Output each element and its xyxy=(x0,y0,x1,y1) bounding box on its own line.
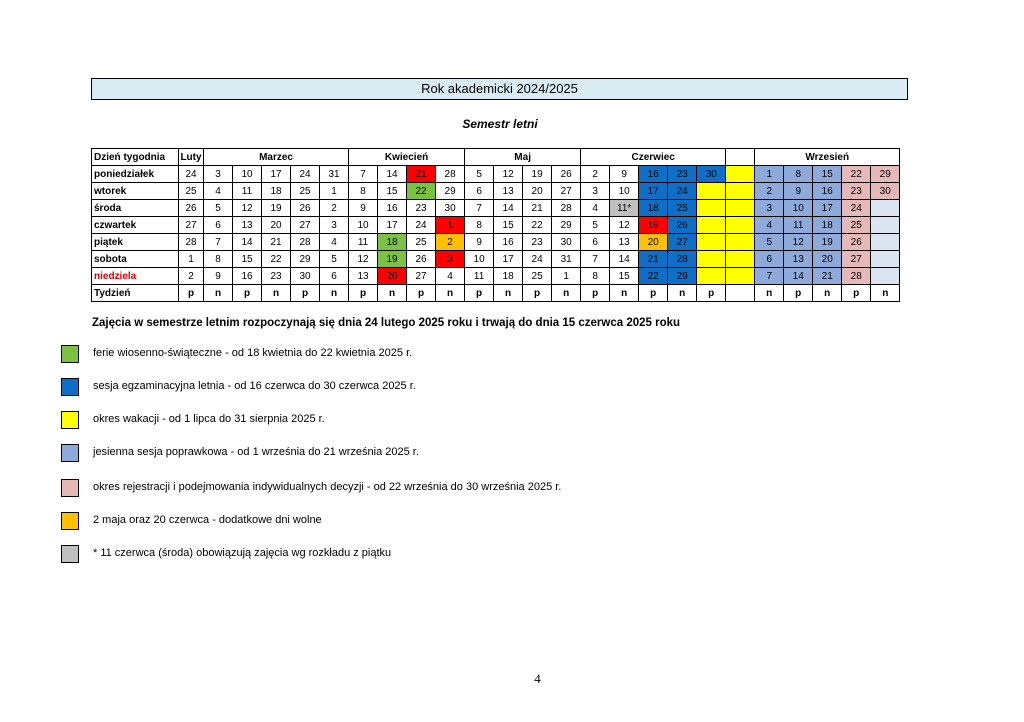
date-cell: 11 xyxy=(349,234,378,251)
date-cell: 8 xyxy=(581,268,610,285)
date-cell: 30 xyxy=(697,166,726,183)
week-type-cell: n xyxy=(378,285,407,302)
date-cell: 2 xyxy=(755,183,784,200)
legend-text: 2 maja oraz 20 czerwca - dodatkowe dni wolne xyxy=(93,514,322,526)
semester-subtitle: Semestr letni xyxy=(462,117,538,131)
date-cell: 5 xyxy=(204,200,233,217)
date-cell: 9 xyxy=(784,183,813,200)
date-cell: 12 xyxy=(349,251,378,268)
date-cell: 10 xyxy=(610,183,639,200)
date-cell: 10 xyxy=(784,200,813,217)
legend-text: okres rejestracji i podejmowania indywidualnych decyzji - od 22 września do 30 września 2025 r. xyxy=(93,481,562,493)
date-cell: 18 xyxy=(813,217,842,234)
date-cell xyxy=(697,200,726,217)
date-cell: 14 xyxy=(610,251,639,268)
date-cell: 25 xyxy=(407,234,436,251)
date-cell: 16 xyxy=(494,234,523,251)
date-cell: 28 xyxy=(179,234,204,251)
date-cell: 14 xyxy=(784,268,813,285)
date-cell: 27 xyxy=(552,183,581,200)
page-number: 4 xyxy=(534,671,541,686)
legend-item xyxy=(61,345,761,363)
date-cell: 21 xyxy=(523,200,552,217)
date-cell: 13 xyxy=(494,183,523,200)
date-cell: 12 xyxy=(784,234,813,251)
date-cell: 4 xyxy=(204,183,233,200)
date-cell: 18 xyxy=(378,234,407,251)
date-cell xyxy=(871,200,900,217)
date-cell: 23 xyxy=(523,234,552,251)
date-cell: 23 xyxy=(407,200,436,217)
date-cell xyxy=(871,251,900,268)
month-header: Kwiecień xyxy=(349,149,465,166)
date-cell: 22 xyxy=(262,251,291,268)
date-cell: 6 xyxy=(755,251,784,268)
date-cell: 17 xyxy=(378,217,407,234)
date-cell: 14 xyxy=(233,234,262,251)
day-label: czwartek xyxy=(92,217,179,234)
date-cell: 7 xyxy=(465,200,494,217)
date-cell: 23 xyxy=(842,183,871,200)
date-cell: 30 xyxy=(552,234,581,251)
date-cell xyxy=(726,268,755,285)
date-cell: 30 xyxy=(871,183,900,200)
date-cell: 1 xyxy=(436,217,465,234)
week-type-cell xyxy=(726,285,755,302)
date-cell: 23 xyxy=(262,268,291,285)
date-cell: 15 xyxy=(378,183,407,200)
date-cell: 20 xyxy=(523,183,552,200)
week-type-cell: n xyxy=(668,285,697,302)
date-cell: 3 xyxy=(581,183,610,200)
date-cell: 25 xyxy=(842,217,871,234)
date-cell: 22 xyxy=(407,183,436,200)
date-cell: 24 xyxy=(668,183,697,200)
date-cell xyxy=(871,217,900,234)
day-row xyxy=(92,200,900,217)
date-cell: 15 xyxy=(494,217,523,234)
date-cell: 13 xyxy=(349,268,378,285)
date-cell: 4 xyxy=(581,200,610,217)
date-cell: 26 xyxy=(291,200,320,217)
week-type-cell: n xyxy=(755,285,784,302)
date-cell: 28 xyxy=(842,268,871,285)
date-cell: 4 xyxy=(755,217,784,234)
month-header xyxy=(726,149,755,166)
month-header: Luty xyxy=(179,149,204,166)
date-cell: 7 xyxy=(581,251,610,268)
date-cell: 7 xyxy=(204,234,233,251)
date-cell: 15 xyxy=(233,251,262,268)
date-cell: 24 xyxy=(842,200,871,217)
date-cell: 22 xyxy=(639,268,668,285)
date-cell xyxy=(871,234,900,251)
date-cell: 25 xyxy=(668,200,697,217)
date-cell: 27 xyxy=(291,217,320,234)
date-cell: 2 xyxy=(179,268,204,285)
date-cell: 16 xyxy=(233,268,262,285)
date-cell xyxy=(726,200,755,217)
date-cell: 17 xyxy=(494,251,523,268)
date-cell: 5 xyxy=(320,251,349,268)
date-cell: 13 xyxy=(610,234,639,251)
date-cell: 10 xyxy=(233,166,262,183)
week-type-cell: n xyxy=(813,285,842,302)
date-cell xyxy=(726,217,755,234)
day-row xyxy=(92,183,900,200)
date-cell: 14 xyxy=(494,200,523,217)
date-cell: 9 xyxy=(610,166,639,183)
date-cell: 21 xyxy=(407,166,436,183)
legend-text: jesienna sesja poprawkowa - od 1 września do 21 września 2025 r. xyxy=(93,446,419,458)
date-cell: 20 xyxy=(262,217,291,234)
week-type-cell: p xyxy=(233,285,262,302)
date-cell: 11 xyxy=(465,268,494,285)
legend-swatch xyxy=(61,345,79,363)
date-cell: 26 xyxy=(552,166,581,183)
day-row xyxy=(92,251,900,268)
date-cell: 27 xyxy=(842,251,871,268)
date-cell: 28 xyxy=(436,166,465,183)
date-cell: 12 xyxy=(233,200,262,217)
date-cell: 30 xyxy=(436,200,465,217)
date-cell: 25 xyxy=(291,183,320,200)
date-cell: 15 xyxy=(813,166,842,183)
month-header: Maj xyxy=(465,149,581,166)
date-cell: 11 xyxy=(784,217,813,234)
date-cell xyxy=(697,251,726,268)
date-cell: 29 xyxy=(552,217,581,234)
date-cell: 31 xyxy=(320,166,349,183)
week-type-cell: n xyxy=(262,285,291,302)
legend-text: * 11 czerwca (środa) obowiązują zajęcia wg rozkładu z piątku xyxy=(93,547,392,559)
date-cell xyxy=(726,251,755,268)
date-cell: 9 xyxy=(465,234,494,251)
date-cell: 13 xyxy=(784,251,813,268)
week-type-cell: p xyxy=(842,285,871,302)
date-cell: 6 xyxy=(581,234,610,251)
date-cell: 8 xyxy=(349,183,378,200)
legend-item xyxy=(61,512,761,530)
date-cell: 26 xyxy=(407,251,436,268)
date-cell: 19 xyxy=(262,200,291,217)
date-cell: 17 xyxy=(639,183,668,200)
legend-item xyxy=(61,545,761,563)
day-label: sobota xyxy=(92,251,179,268)
date-cell: 8 xyxy=(784,166,813,183)
date-cell: 3 xyxy=(755,200,784,217)
date-cell: 14 xyxy=(378,166,407,183)
legend-text: sesja egzaminacyjna letnia - od 16 czerwca do 30 czerwca 2025 r. xyxy=(93,380,416,392)
date-cell: 15 xyxy=(610,268,639,285)
date-cell: 20 xyxy=(378,268,407,285)
week-type-cell: p xyxy=(465,285,494,302)
date-cell: 2 xyxy=(581,166,610,183)
date-cell xyxy=(697,217,726,234)
date-cell: 27 xyxy=(668,234,697,251)
date-cell: 3 xyxy=(204,166,233,183)
week-type-cell: p xyxy=(784,285,813,302)
date-cell: 29 xyxy=(668,268,697,285)
legend-text: ferie wiosenno-świąteczne - od 18 kwietnia do 22 kwietnia 2025 r. xyxy=(93,347,413,359)
month-header: Wrzesień xyxy=(755,149,900,166)
date-cell: 19 xyxy=(813,234,842,251)
legend-item xyxy=(61,411,761,429)
date-cell: 29 xyxy=(871,166,900,183)
date-cell: 11* xyxy=(610,200,639,217)
legend-swatch xyxy=(61,378,79,396)
date-cell: 5 xyxy=(465,166,494,183)
date-cell: 28 xyxy=(291,234,320,251)
date-cell: 9 xyxy=(204,268,233,285)
legend-swatch xyxy=(61,545,79,563)
week-type-cell: p xyxy=(179,285,204,302)
date-cell: 29 xyxy=(436,183,465,200)
date-cell: 20 xyxy=(639,234,668,251)
legend-swatch xyxy=(61,512,79,530)
date-cell: 16 xyxy=(813,183,842,200)
day-row xyxy=(92,268,900,285)
date-cell: 24 xyxy=(291,166,320,183)
date-cell xyxy=(697,268,726,285)
week-type-cell: p xyxy=(407,285,436,302)
date-cell: 21 xyxy=(813,268,842,285)
date-cell: 1 xyxy=(179,251,204,268)
date-cell: 27 xyxy=(179,217,204,234)
date-cell: 26 xyxy=(179,200,204,217)
month-header: Marzec xyxy=(204,149,349,166)
date-cell: 8 xyxy=(204,251,233,268)
week-type-cell: p xyxy=(349,285,378,302)
date-cell: 25 xyxy=(523,268,552,285)
week-type-cell: n xyxy=(552,285,581,302)
date-cell: 25 xyxy=(179,183,204,200)
date-cell: 3 xyxy=(436,251,465,268)
date-cell: 22 xyxy=(842,166,871,183)
date-cell: 9 xyxy=(349,200,378,217)
date-cell: 19 xyxy=(523,166,552,183)
date-cell: 26 xyxy=(668,217,697,234)
date-cell xyxy=(726,183,755,200)
date-cell: 16 xyxy=(639,166,668,183)
date-cell: 17 xyxy=(262,166,291,183)
date-cell: 30 xyxy=(291,268,320,285)
day-row xyxy=(92,217,900,234)
date-cell: 29 xyxy=(291,251,320,268)
date-cell: 13 xyxy=(233,217,262,234)
day-label: wtorek xyxy=(92,183,179,200)
date-cell: 6 xyxy=(204,217,233,234)
legend-swatch xyxy=(61,444,79,462)
week-type-cell: p xyxy=(639,285,668,302)
week-type-cell: p xyxy=(291,285,320,302)
month-header: Czerwiec xyxy=(581,149,726,166)
week-type-cell: n xyxy=(436,285,465,302)
date-cell: 24 xyxy=(523,251,552,268)
date-cell: 3 xyxy=(320,217,349,234)
date-cell: 6 xyxy=(320,268,349,285)
week-label: Tydzień xyxy=(92,285,179,302)
legend-text: okres wakacji - od 1 lipca do 31 sierpnia 2025 r. xyxy=(93,413,325,425)
week-type-cell: n xyxy=(204,285,233,302)
week-type-cell: n xyxy=(871,285,900,302)
date-cell: 28 xyxy=(668,251,697,268)
date-cell xyxy=(726,234,755,251)
week-type-cell: n xyxy=(320,285,349,302)
academic-year-title: Rok akademicki 2024/2025 xyxy=(91,78,908,100)
date-cell: 6 xyxy=(465,183,494,200)
date-cell: 2 xyxy=(436,234,465,251)
date-cell: 28 xyxy=(552,200,581,217)
date-cell: 22 xyxy=(523,217,552,234)
day-row xyxy=(92,234,900,251)
date-cell: 19 xyxy=(378,251,407,268)
week-type-cell: n xyxy=(494,285,523,302)
date-cell xyxy=(697,183,726,200)
date-cell: 16 xyxy=(378,200,407,217)
date-cell: 12 xyxy=(610,217,639,234)
calendar-table xyxy=(91,148,900,302)
date-cell: 5 xyxy=(755,234,784,251)
date-cell: 21 xyxy=(262,234,291,251)
date-cell: 1 xyxy=(755,166,784,183)
legend-swatch xyxy=(61,479,79,497)
date-cell: 4 xyxy=(436,268,465,285)
week-type-cell: p xyxy=(581,285,610,302)
semester-info-text: Zajęcia w semestrze letnim rozpoczynają się dnia 24 lutego 2025 roku i trwają do dnia 15 czerwca 2025 roku xyxy=(92,317,681,329)
date-cell: 31 xyxy=(552,251,581,268)
date-cell xyxy=(871,268,900,285)
legend-item xyxy=(61,479,761,497)
week-type-cell: n xyxy=(610,285,639,302)
date-cell: 12 xyxy=(494,166,523,183)
day-row xyxy=(92,166,900,183)
date-cell: 24 xyxy=(179,166,204,183)
date-cell: 1 xyxy=(320,183,349,200)
date-cell: 18 xyxy=(639,200,668,217)
date-cell: 7 xyxy=(349,166,378,183)
date-cell: 18 xyxy=(494,268,523,285)
date-cell xyxy=(697,234,726,251)
date-cell xyxy=(726,166,755,183)
week-type-cell: p xyxy=(697,285,726,302)
day-label: poniedziałek xyxy=(92,166,179,183)
day-label: środa xyxy=(92,200,179,217)
week-type-cell: p xyxy=(523,285,552,302)
legend-item xyxy=(61,444,761,462)
date-cell: 11 xyxy=(233,183,262,200)
date-cell: 8 xyxy=(465,217,494,234)
date-cell: 1 xyxy=(552,268,581,285)
date-cell: 23 xyxy=(668,166,697,183)
date-cell: 19 xyxy=(639,217,668,234)
date-cell: 10 xyxy=(349,217,378,234)
date-cell: 20 xyxy=(813,251,842,268)
date-cell: 21 xyxy=(639,251,668,268)
date-cell: 2 xyxy=(320,200,349,217)
date-cell: 18 xyxy=(262,183,291,200)
day-label: niedziela xyxy=(92,268,179,285)
date-cell: 26 xyxy=(842,234,871,251)
date-cell: 24 xyxy=(407,217,436,234)
legend-item xyxy=(61,378,761,396)
date-cell: 7 xyxy=(755,268,784,285)
date-cell: 10 xyxy=(465,251,494,268)
date-cell: 27 xyxy=(407,268,436,285)
day-label: piątek xyxy=(92,234,179,251)
legend-swatch xyxy=(61,411,79,429)
header-day-of-week: Dzień tygodnia xyxy=(92,149,179,166)
date-cell: 5 xyxy=(581,217,610,234)
date-cell: 17 xyxy=(813,200,842,217)
date-cell: 4 xyxy=(320,234,349,251)
